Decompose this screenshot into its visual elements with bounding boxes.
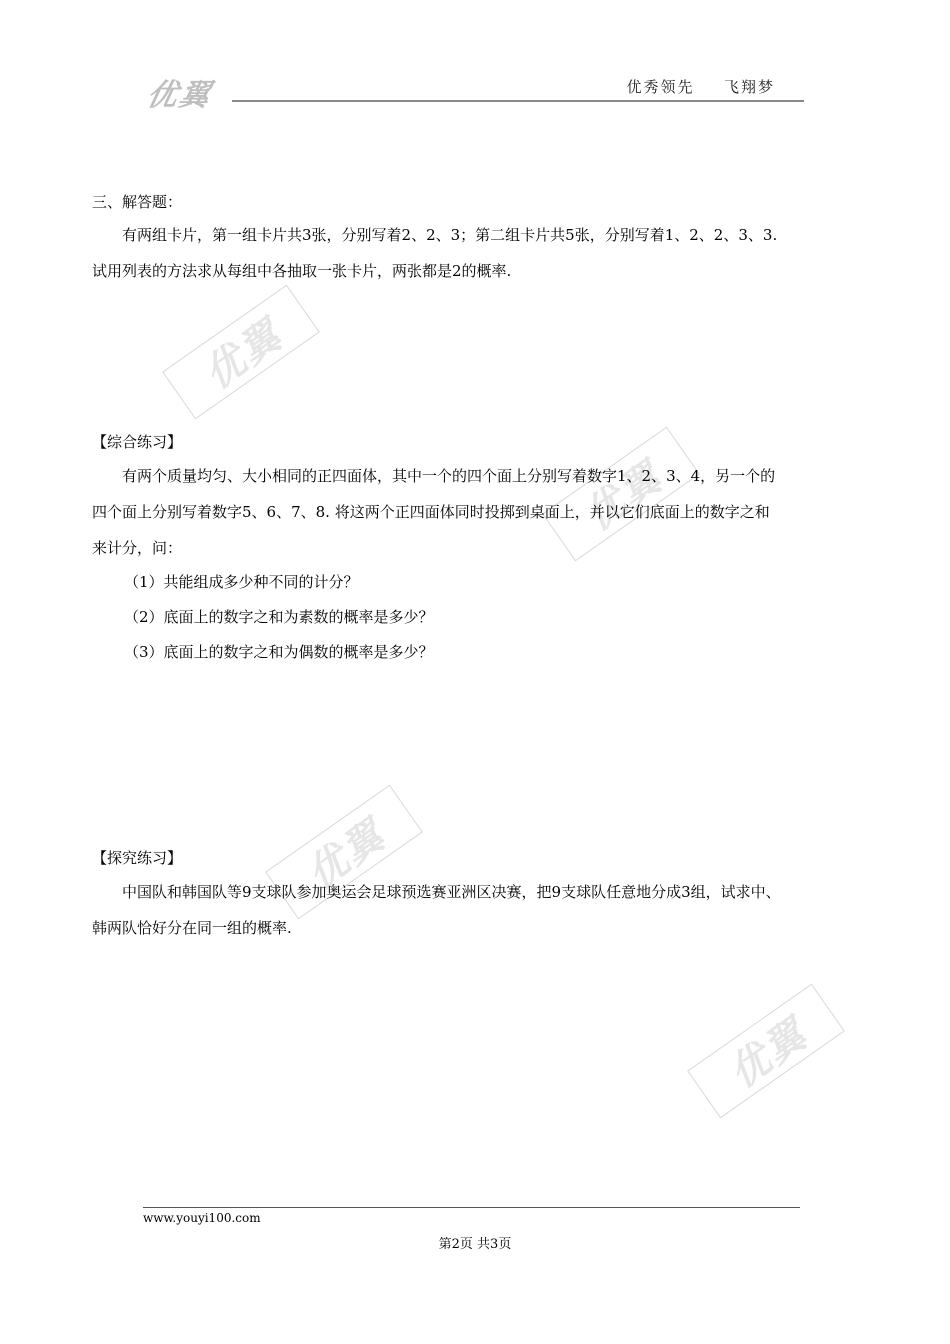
watermark-text: 优翼 [298,811,394,898]
section-title-explore: 【探究练习】 [92,849,183,867]
question-1: （1）共能组成多少种不同的计分？ [124,573,359,591]
page-number: 第2页 共3页 [438,1237,512,1252]
section-title-comprehensive: 【综合练习】 [92,433,183,451]
question-3: （3）底面上的数字之和为偶数的概率是多少？ [124,643,434,661]
section-title-answer: 三、解答题： [92,193,183,211]
problem-cards: 有两组卡片，第一组卡片共3张，分别写着2、2、3；第二组卡片共5张，分别写着1、2、2、3、3. 试用列表的方法求从每组中各抽取一张卡片，两张都是2的概率. [92,226,778,280]
watermark [162,285,320,420]
question-2: （2）底面上的数字之和为素数的概率是多少？ [124,608,434,626]
header-divider [232,100,804,102]
footer-divider [143,1207,800,1208]
watermark [687,984,845,1119]
watermark-text: 优翼 [195,311,291,398]
footer-url[interactable]: www.youyi100.com [143,1211,261,1225]
watermark-text: 优翼 [720,1010,816,1097]
problem-teams: 中国队和韩国队等9支球队参加奥运会足球预选赛亚洲区决赛，把9支球队任意地分成3组，试求中、韩两队恰好分在同一组的概率. [92,883,781,937]
header-slogan: 优秀领先 飞翔梦 [626,78,775,96]
watermark-text: 优翼 [575,453,671,540]
problem-tetrahedron: 有两个质量均匀、大小相同的正四面体，其中一个的四个面上分别写着数字1、2、3、4，另一个的四个面上分别写着数字5、6、7、8. 将这两个正四面体同时投掷到桌面上，并以它们底面上的数字之和来计分，问： [92,467,776,557]
header-logo: 优翼 [143,78,215,113]
